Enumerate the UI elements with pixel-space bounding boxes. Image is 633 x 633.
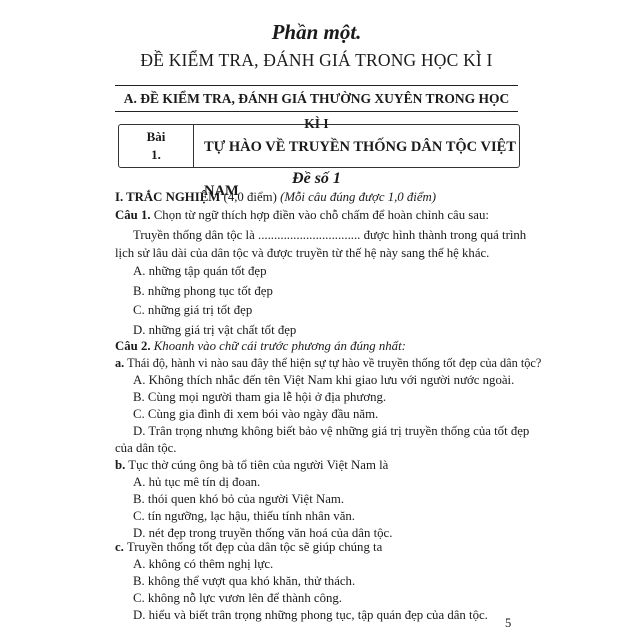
q2a-option-d-cont: của dân tộc. [115,441,177,455]
q2a-question: Thái độ, hành vi nào sau đây thể hiện sự tự hào về truyền thống tốt đẹp của dân tộc? [124,356,542,370]
exam-number: Đề số 1 [292,170,341,187]
q2b-label: b. [115,458,126,472]
q2b-option-d: D. nét đẹp trong truyền thống văn hoá của dân tộc. [133,526,393,540]
part1-heading-line [115,189,436,205]
q1-line [115,207,489,223]
part1-note: (Mỗi câu đúng được 1,0 điểm) [280,190,437,204]
q1-prompt: Chọn từ ngữ thích hợp điền vào chỗ chấm để hoàn chỉnh câu sau: [150,208,489,222]
q2b-question: Tục thờ cúng ông bà tổ tiên của người Việt Nam là [125,458,389,472]
q1-sentence-line1: Truyền thống dân tộc là ................................ được hình thành trong quá trình [133,228,527,242]
q1-option-b: B. những phong tục tốt đẹp [133,284,273,298]
q2b-option-b: B. thói quen khó bỏ của người Việt Nam. [133,492,345,506]
q1-sentence-line2: lịch sử lâu dài của dân tộc và được truyền từ thế hệ này sang thế hệ khác. [115,246,490,260]
q2c-line [115,539,382,555]
q2a-option-d: D. Trân trọng nhưng không biết bảo vệ những giá trị truyền thống của tốt đẹp [133,424,530,438]
q2a-option-a: A. Không thích nhắc đến tên Việt Nam khi giao lưu với người nước ngoài. [133,373,515,387]
section-band: A. ĐỀ KIỂM TRA, ĐÁNH GIÁ THƯỜNG XUYÊN TRONG HỌC KÌ I [115,85,518,112]
part-subtitle: ĐỀ KIỂM TRA, ĐÁNH GIÁ TRONG HỌC KÌ I [140,50,493,70]
q2b-option-a: A. hủ tục mê tín dị đoan. [133,475,261,489]
q2a-label: a. [115,356,125,370]
page-number: 5 [505,616,512,630]
q2c-question: Truyền thống tốt đẹp của dân tộc sẽ giúp chúng ta [123,540,383,554]
q1-label: Câu 1. [115,208,151,222]
q2-label: Câu 2. [115,339,151,353]
q2c-label: c. [115,540,124,554]
part1-heading: I. TRẮC NGHIỆM [115,190,221,204]
part-title: Phần một. [271,20,362,44]
q2b-line [115,457,388,473]
q2c-option-d: D. hiểu và biết trân trọng những phong tục, tập quán đẹp của dân tộc. [133,608,488,622]
lesson-label-number: 1. [151,147,161,162]
q1-option-c: C. những giá trị tốt đẹp [133,303,253,317]
q2c-option-b: B. không thể vượt qua khó khăn, thử thách. [133,574,356,588]
q2a-option-c: C. Cùng gia đình đi xem bói vào ngày đầu năm. [133,407,379,421]
q2c-option-a: A. không có thêm nghị lực. [133,557,274,571]
part1-points: (4,0 điểm) [220,190,281,204]
q2b-option-c: C. tín ngưỡng, lạc hậu, thiếu tính nhân văn. [133,509,355,523]
q1-option-a: A. những tập quán tốt đẹp [133,264,267,278]
q2a-line [115,355,541,371]
q2-line [115,338,406,354]
q2a-option-b: B. Cùng mọi người tham gia lễ hội ở địa phương. [133,390,387,404]
q2-instruction: Khoanh vào chữ cái trước phương án đúng nhất: [150,339,406,353]
q1-option-d: D. những giá trị vật chất tốt đẹp [133,323,297,337]
lesson-title: TỰ HÀO VỀ TRUYỀN THỐNG DÂN TỘC VIỆT NAM [204,139,516,199]
lesson-label-word: Bài [146,129,166,144]
lesson-label [119,125,194,167]
q2c-option-c: C. không nỗ lực vươn lên để thành công. [133,591,343,605]
